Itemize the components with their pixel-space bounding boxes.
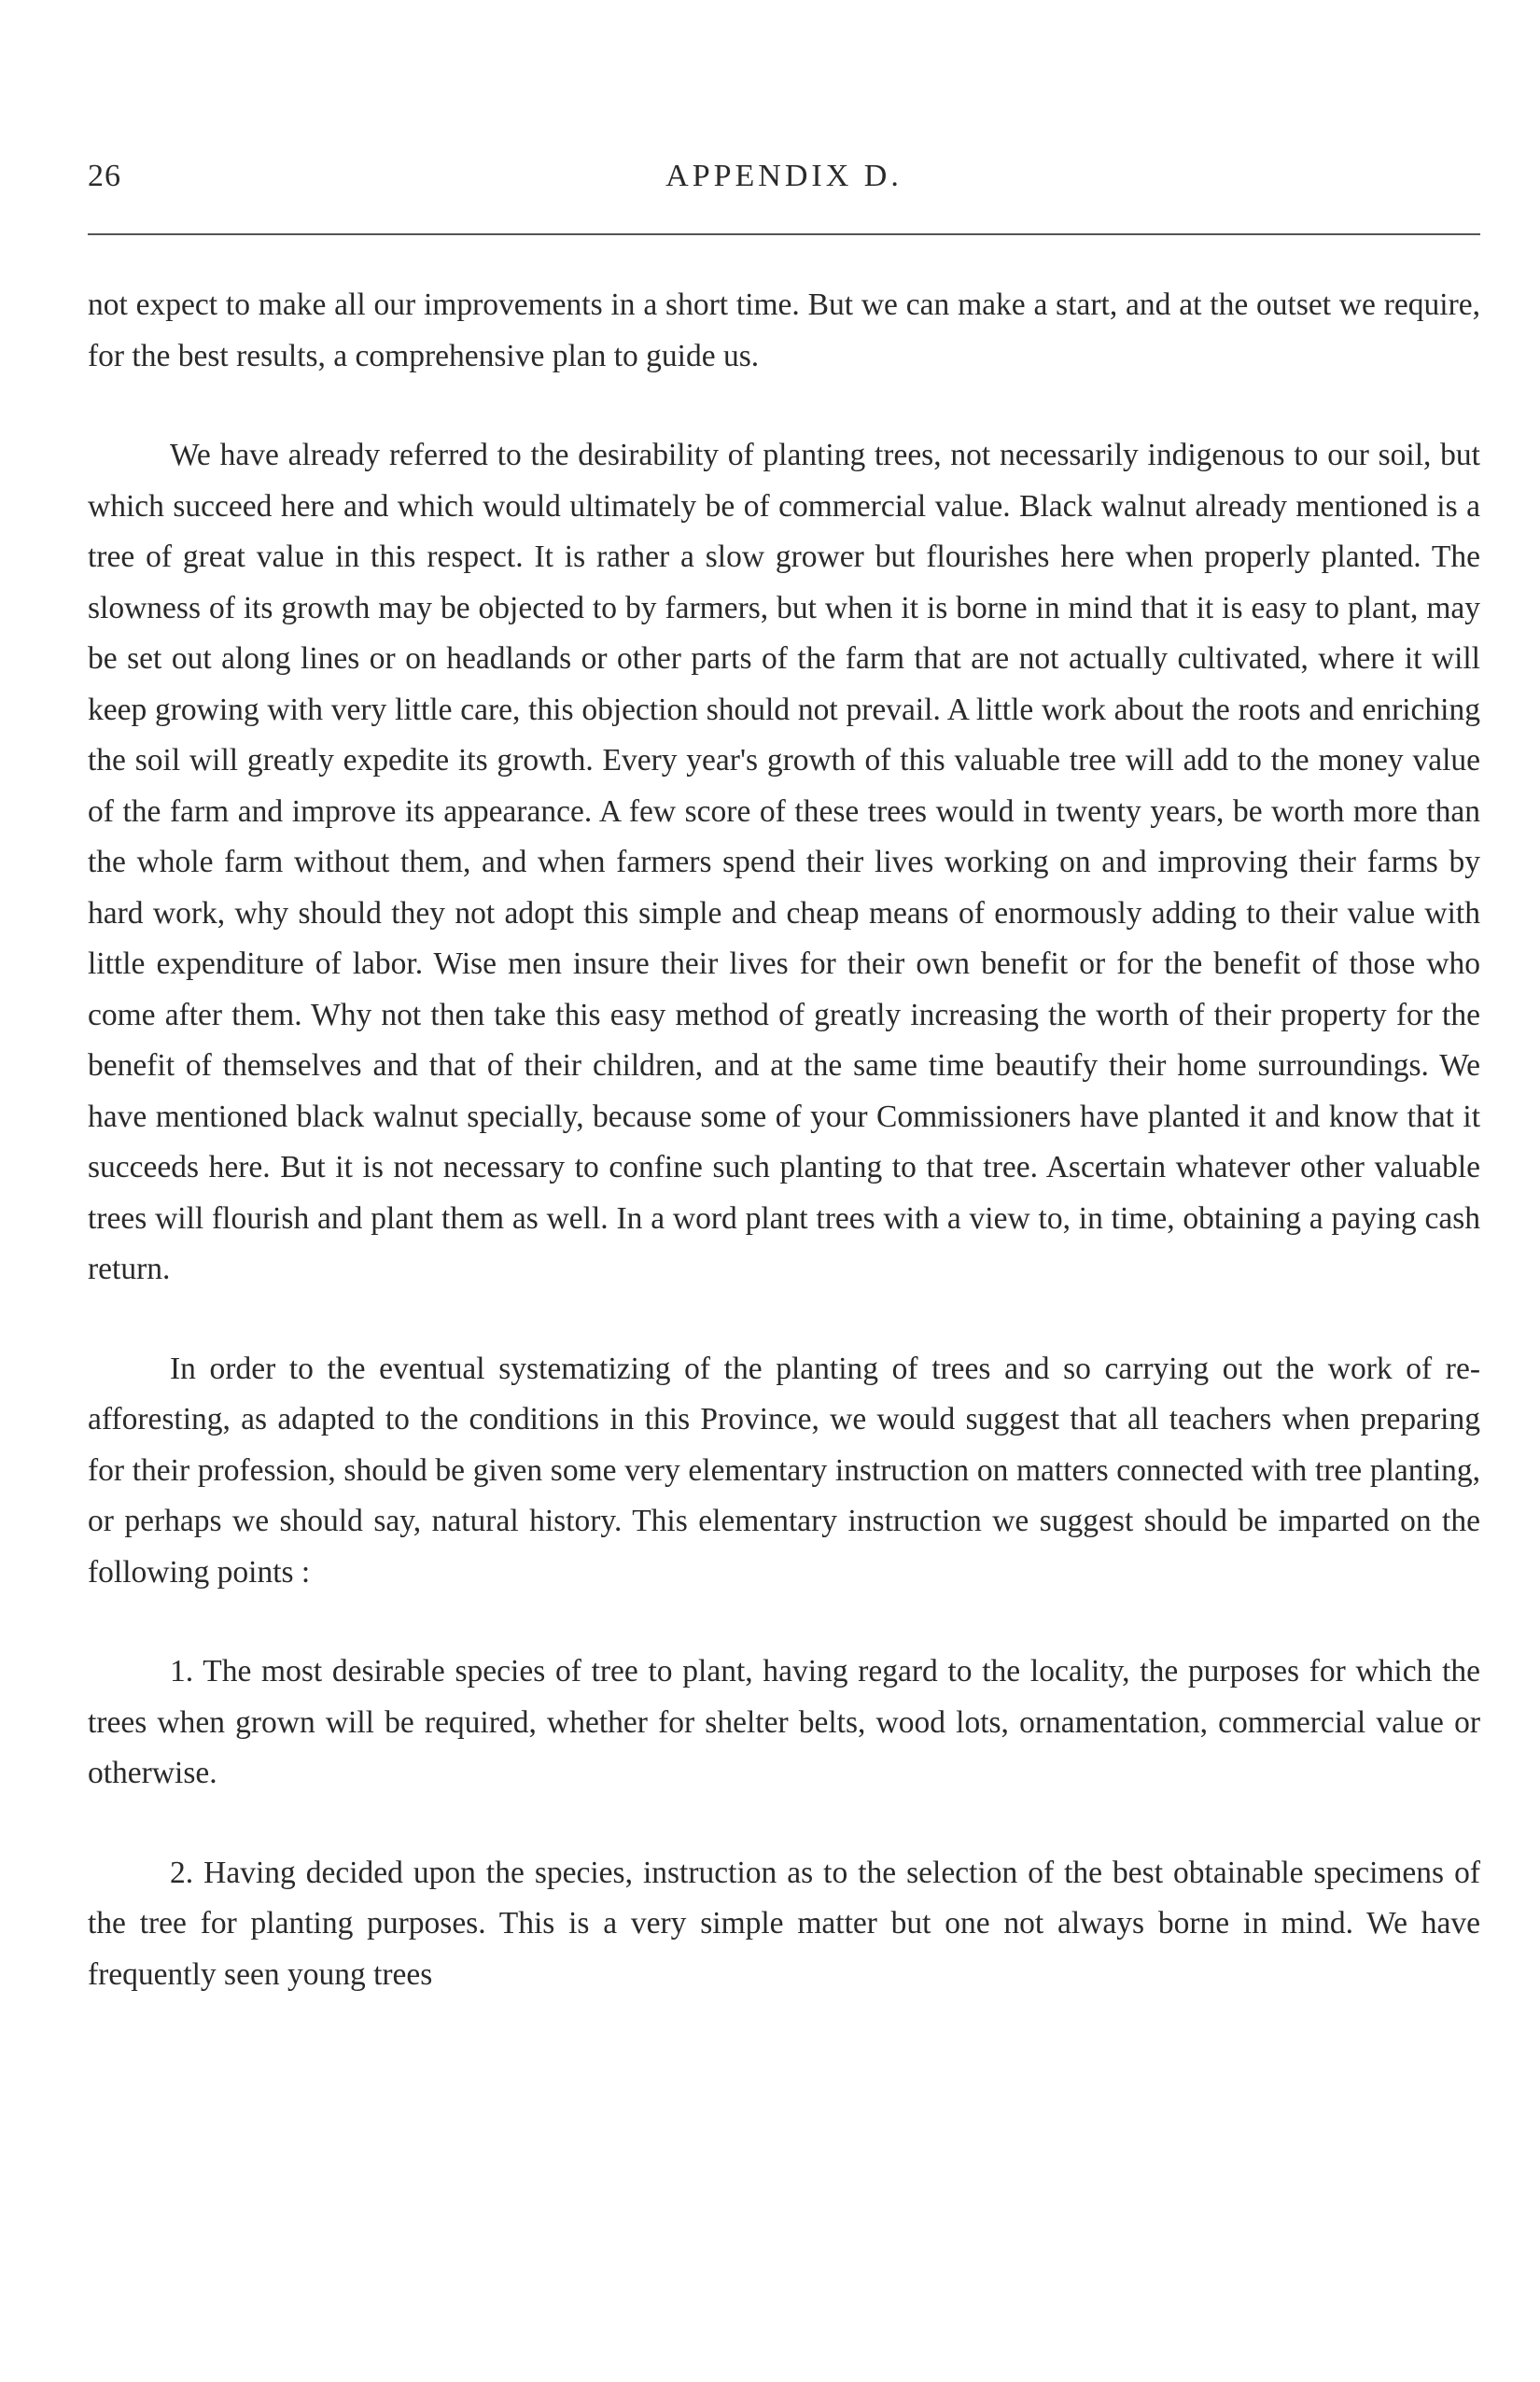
paragraph: not expect to make all our improvements in a short time. But we can make a start, and at the outset we require, for the best results, a comprehensive plan to guide us. <box>88 287 1480 373</box>
page-header <box>88 159 1480 205</box>
numbered-paragraph: 1. The most desirable species of tree to plant, having regard to the locality, the purposes for which the trees when grown will be required, whether for shelter belts, wood lots, ornamentation, commercial value or otherwise. <box>88 1654 1480 1790</box>
numbered-paragraph: 2. Having decided upon the species, instruction as to the selection of the best obtainable specimens of the tree for planting purposes. This is a very simple matter but one not always borne in mind. We have frequently seen young trees <box>88 1855 1480 1992</box>
body-text <box>88 280 1480 2049</box>
header-rule <box>88 233 1480 235</box>
page-number: 26 <box>88 159 121 193</box>
paragraph: In order to the eventual systematizing of the planting of trees and so carrying out the work of re-afforesting, as adapted to the conditions in this Province, we would suggest that all teachers when preparing for their profession, should be given some very elementary instruction on matters connected with tree planting, or perhaps we should say, natural history. This elementary instruction we suggest should be imparted on the following points : <box>88 1351 1480 1590</box>
paragraph: We have already referred to the desirability of planting trees, not necessarily indigenous to our soil, but which succeed here and which would ultimately be of commercial value. Black walnut already mentioned is a tree of great value in this respect. It is rather a slow grower but flourishes here when properly planted. The slowness of its growth may be objected to by farmers, but when it is borne in mind that it is easy to plant, may be set out along lines or on headlands or other parts of the farm that are not actually cultivated, where it will keep growing with very little care, this objection should not prevail. A little work about the roots and enriching the soil will greatly expedite its growth. Every year's growth of this valuable tree will add to the money value of the farm and improve its appearance. A few score of these trees would in twenty years, be worth more than the whole farm without them, and when farmers spend their lives working on and improving their farms by hard work, why should they not adopt this simple and cheap means of enormously adding to their value with little expenditure of labor. Wise men insure their lives for their own benefit or for the benefit of those who come after them. Why not then take this easy method of greatly increasing the worth of their property for the benefit of themselves and that of their children, and at the same time beautify their home surroundings. We have mentioned black walnut specially, because some of your Commissioners have planted it and know that it succeeds here. But it is not necessary to confine such planting to that tree. Ascertain whatever other valuable trees will flourish and plant them as well. In a word plant trees with a view to, in time, obtaining a paying cash return. <box>88 438 1480 1286</box>
running-head: APPENDIX D. <box>665 159 903 193</box>
